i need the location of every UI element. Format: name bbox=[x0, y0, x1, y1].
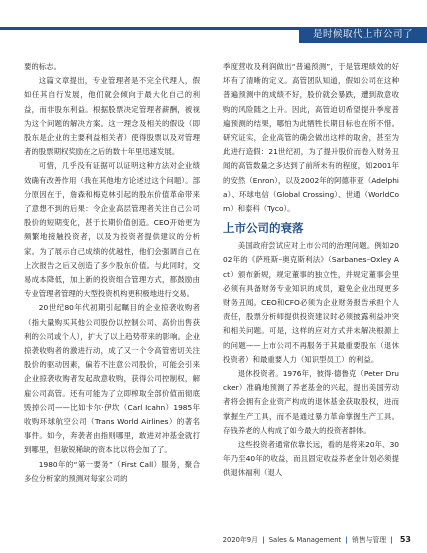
paragraph: 这篇文章提出，专业管理者是不完全代理人，假如任其自行发展，他们就会倾向于最大化自己的利益，而非股东利益。根据股票决定管理者薪酬，被视为这个问题的解决方案。这一理念及相关的假设（即股东是企业的主要利益相关者）使得股票以及对管理者的股票期权奖励在之后的数十年里迅速发展。 bbox=[24, 76, 200, 157]
footer-separator: | bbox=[262, 536, 265, 544]
left-column bbox=[24, 60, 200, 486]
section-heading: 上市公司的衰落 bbox=[223, 221, 304, 236]
page-number: 53 bbox=[399, 535, 411, 544]
paragraph: 要的标志。 bbox=[24, 62, 61, 71]
paragraph: 1980年的“第一要务”（First Call）服务，聚合多位分析家的预测对每家公司的 bbox=[24, 459, 200, 483]
right-column bbox=[223, 60, 399, 481]
section-tab: 是时候取代上市公司了 bbox=[299, 27, 427, 43]
footer-publication-cn: 销售与管理 bbox=[352, 536, 387, 544]
paragraph: 20世纪80年代初期引起瞩目的企业掠袭收购者（指大量购买其他公司股份以控制公司、高价出售获利的公司或个人），扩大了以上趋势带来的影响。企业掠袭收购者的激进行动，成了又一个令高管密切关注股价的驱动因素，偏若不注意公司股价，可能会引来企业掠袭收购者发起敌意收购，获得公司控制权，解雇公司高管。还有可能为了立即榨取全部价值而彻底毁掉公司——比如卡尔·伊坎（Carl Icahn）1985年收购环球航空公司（Trans World Airlines）的著名事件。如今，奔袭者由指则哪里，敢进对冲基金就打到哪里，但敏锐稀缺的资本比以将会加了了。 bbox=[24, 303, 200, 455]
page-header bbox=[0, 0, 427, 40]
footer-date: 2020年9月 bbox=[222, 536, 258, 544]
paragraph: 季度营收及利润做出“普遍预测”，于是管理绩效的好坏有了清晰的定义。高管团队知道，假如公司在这种普遍预测中的成绩不好，股价就会暴跌，遭到敌意收购的风险随之上升。因此，高管迫切希望提升季度普遍预测的结果，哪怕为此牺牲长期目标也在所不惜。研究证实，企业高管的确会做出这样的取舍，甚至为此进行造假：21世纪初，为了提升股价而卷入财务丑闻的高管数量之多达到了前所未有的程度，如2001年的安然（Enron），以及2002年的阿德菲亚（Adelphia）、环球电信（Global Crossing）、世通（WorldCom）和泰科（Tyco）。 bbox=[223, 62, 399, 214]
footer-separator: | bbox=[390, 536, 393, 544]
page-footer bbox=[223, 534, 411, 544]
paragraph: 美国政府尝试应对上市公司的治理问题。例如2002年的《萨班斯–奥克斯利法》（Sarbanes–Oxley Act）颁布新规，规定董事的独立性，并规定董事会里必须有具备财务专业知识的成员，避免企业出现更多财务丑闻。CEO和CFO必须为企业财务报告承担个人责任，股票分析师提供投资建议时必须披露利益冲突和相关问题。可是，这样的应对方式并未解决根源上的问题——上市公司不再服务于其最重要股东（退休投资者）和最重要人力（知识型员工）的利益。 bbox=[223, 241, 399, 364]
paragraph: 可惜，几乎没有证据可以证明这种方法对企业绩效确有改善作用（我在其他地方论述过这个问题）。部分原因在于，詹森和梅克林引起的股东价值革命带来了意想不到的后果：令企业高层管理者关注自己公司股价的短期变化，甚于长期价值创造。CEO开始更为频繁地接触投资者，以及为投资者提供建议的分析家。为了展示自己成绩的优越性，他们会强调自己在上次报告之后又创造了多少股东价值。与此同时，交易成本降低，加上新的投资组合管理方式，都鼓励由专业管理者管理的大型投资机构更积极地进行交易。 bbox=[24, 161, 200, 299]
paragraph: 这些投资者通常依靠长远，看的是将来20年、30年乃至40年的收益，而且固定收益养老金计划必须提供退休福利（退人 bbox=[223, 440, 399, 478]
footer-publication-en: Sales & Management bbox=[268, 536, 342, 544]
paragraph: 退休投资者。1976年，彼得·德鲁克（Peter Drucker）准确地预测了养老基金的兴起，提出美国劳动者将会拥有企业资产构成的退休基金获取股权，进而掌握生产工具，而不是通过暴力革命掌握生产工具。存钱养老的人构成了如今最大的投资者群体。 bbox=[223, 369, 399, 435]
footer-separator: | bbox=[345, 536, 348, 544]
